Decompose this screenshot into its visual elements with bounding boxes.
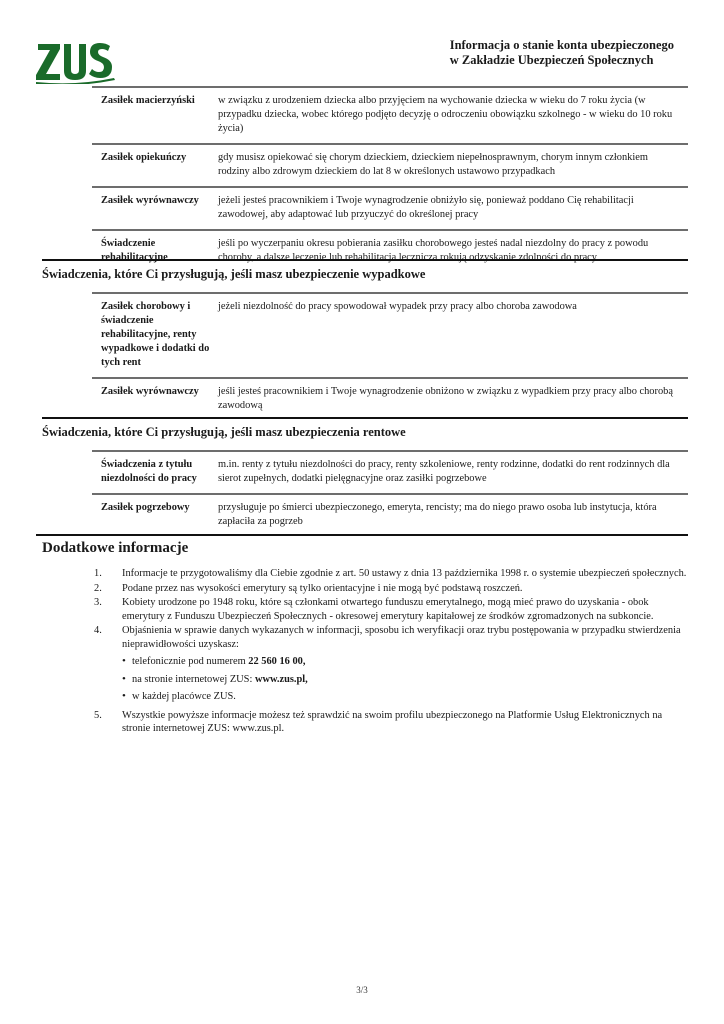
benefit-label: Zasiłek wyrównawczy (101, 195, 199, 206)
pension-benefits-table (92, 450, 688, 536)
list-item (92, 709, 692, 736)
section-title: Świadczenia, które Ci przysługują, jeśli masz ubezpieczenie wypadkowe (42, 267, 426, 281)
table-row (92, 86, 688, 143)
benefit-desc: w związku z urodzeniem dziecka albo przyjęciem na wychowanie dziecka w wieku do 7 roku życia (w przypadku dziecka, wobec którego podjęto decyzję o odroczeniu obowiązku szkolnego - w wieku do 10 roku życia) (218, 95, 673, 134)
bullet-text: telefonicznie pod numerem (132, 656, 249, 667)
table-row (92, 186, 688, 229)
item-text: Podane przez nas wysokości emerytury są tylko orientacyjne i nie mogą być podstawą roszczeń. (122, 582, 523, 594)
item-number: 4. (94, 625, 102, 636)
item-number: 1. (94, 568, 102, 579)
bullet-item (122, 690, 692, 704)
benefit-label: Świadczenia z tytułu niezdolności do pracy (101, 459, 197, 484)
additional-info-list (92, 567, 692, 737)
benefit-label: Zasiłek wyrównawczy (101, 386, 199, 397)
list-item (92, 582, 692, 596)
title-line-1: Informacja o stanie konta ubezpieczonego (449, 38, 674, 52)
item-number: 2. (94, 582, 102, 594)
page-number: 3/3 (356, 985, 368, 995)
benefit-label: Zasiłek pogrzebowy (101, 502, 190, 513)
benefit-label: Zasiłek chorobowy i świadczenie rehabilitacyjne, renty wypadkowe i dodatki do tych rent (101, 301, 210, 368)
bullet-text: na stronie internetowej ZUS: (132, 673, 255, 685)
table-row (92, 450, 688, 493)
section-accident-insurance (42, 259, 688, 282)
accident-benefits-table (92, 292, 688, 420)
zus-logo (36, 40, 116, 84)
benefit-label: Zasiłek opiekuńczy (101, 152, 187, 163)
title-line-2: w Zakładzie Ubezpieczeń Społecznych (449, 53, 654, 67)
table-row (92, 143, 688, 186)
list-item (92, 596, 692, 623)
bullet-text: w każdej placówce ZUS. (132, 691, 236, 702)
section-additional-info (36, 534, 688, 556)
benefit-desc: m.in. renty z tytułu niezdolności do pracy, renty szkoleniowe, renty rodzinne, dodatki do rent rodzinnych dla sierot zupełnych, dodatki pielęgnacyjne oraz zasiłki pogrzebowe (218, 459, 670, 484)
benefit-desc: jeśli jesteś pracownikiem i Twoje wynagrodzenie obniżono w związku z wypadkiem przy pracy albo chorobą zawodową (218, 386, 673, 411)
sickness-benefits-table (92, 86, 688, 272)
list-item (92, 624, 692, 708)
benefit-desc: jeśli po wyczerpaniu okresu pobierania zasiłku chorobowego jesteś nadal niezdolny do pracy z powodu choroby, a dalsze leczenie lub rehabilitacja lecznicza rokują odzyskanie zdolności do pracy (218, 238, 649, 263)
benefit-label: Świadczenie rehabilitacyjne (101, 238, 168, 263)
item-number: 5. (94, 709, 102, 721)
benefit-desc: gdy musisz opiekować się chorym dzieckiem, dzieckiem niepełnosprawnym, chorym innym członkiem rodziny albo zdrowym dzieckiem do lat 8 w określonych ustawowo przypadkach (218, 152, 648, 177)
table-row (92, 292, 688, 377)
item-text: Kobiety urodzone po 1948 roku, które są członkami otwartego funduszu emerytalnego, mogą mieć prawo do uzyskania - obok emerytury z Funduszu Ubezpieczeń Społecznych - okresowej emerytury kapitałowej ze środków zgromadzonych na subkoncie. (122, 597, 654, 622)
bullet-item (122, 673, 692, 687)
item-text: Objaśnienia w sprawie danych wykazanych w informacji, sposobu ich weryfikacji oraz trybu postępowania w przypadku stwierdzenia nieprawidłowości uzyskasz: (122, 625, 681, 650)
item-text: Informacje te przygotowaliśmy dla Ciebie zgodnie z art. 50 ustawy z dnia 13 października 1998 r. o systemie ubezpieczeń społecznych. (122, 568, 687, 579)
table-row (92, 493, 688, 536)
benefit-label: Zasiłek macierzyński (101, 95, 195, 106)
section-title: Dodatkowe informacje (42, 540, 189, 556)
benefit-desc: jeżeli niezdolność do pracy spowodował wypadek przy pracy albo choroba zawodowa (218, 301, 577, 312)
bullet-icon: • (122, 690, 126, 702)
phone-number: 22 560 16 00, (248, 656, 306, 667)
document-title (450, 38, 674, 68)
item-number: 3. (94, 597, 102, 608)
bullet-icon: • (122, 655, 126, 667)
benefit-desc: przysługuje po śmierci ubezpieczonego, emeryta, rencisty; ma do niego prawo osoba lub instytucja, która zapłaciła za pogrzeb (218, 502, 657, 527)
table-row (92, 377, 688, 420)
section-title: Świadczenia, które Ci przysługują, jeśli masz ubezpieczenia rentowe (42, 425, 406, 439)
bullet-icon: • (122, 672, 126, 685)
list-item (92, 567, 692, 581)
website-link[interactable]: www.zus.pl, (254, 673, 308, 685)
item-text: Wszystkie powyższe informacje możesz też sprawdzić na swoim profilu ubezpieczonego na Platformie Usług Elektronicznych na stronie internetowej ZUS: www.zus.pl. (122, 709, 663, 734)
section-pension-insurance (42, 417, 688, 440)
bullet-item (122, 655, 692, 669)
benefit-desc: jeżeli jesteś pracownikiem i Twoje wynagrodzenie obniżyło się, ponieważ poddano Cię rehabilitacji zawodowej, aby adaptować lub przyuczyć do określonej pracy (218, 195, 634, 220)
